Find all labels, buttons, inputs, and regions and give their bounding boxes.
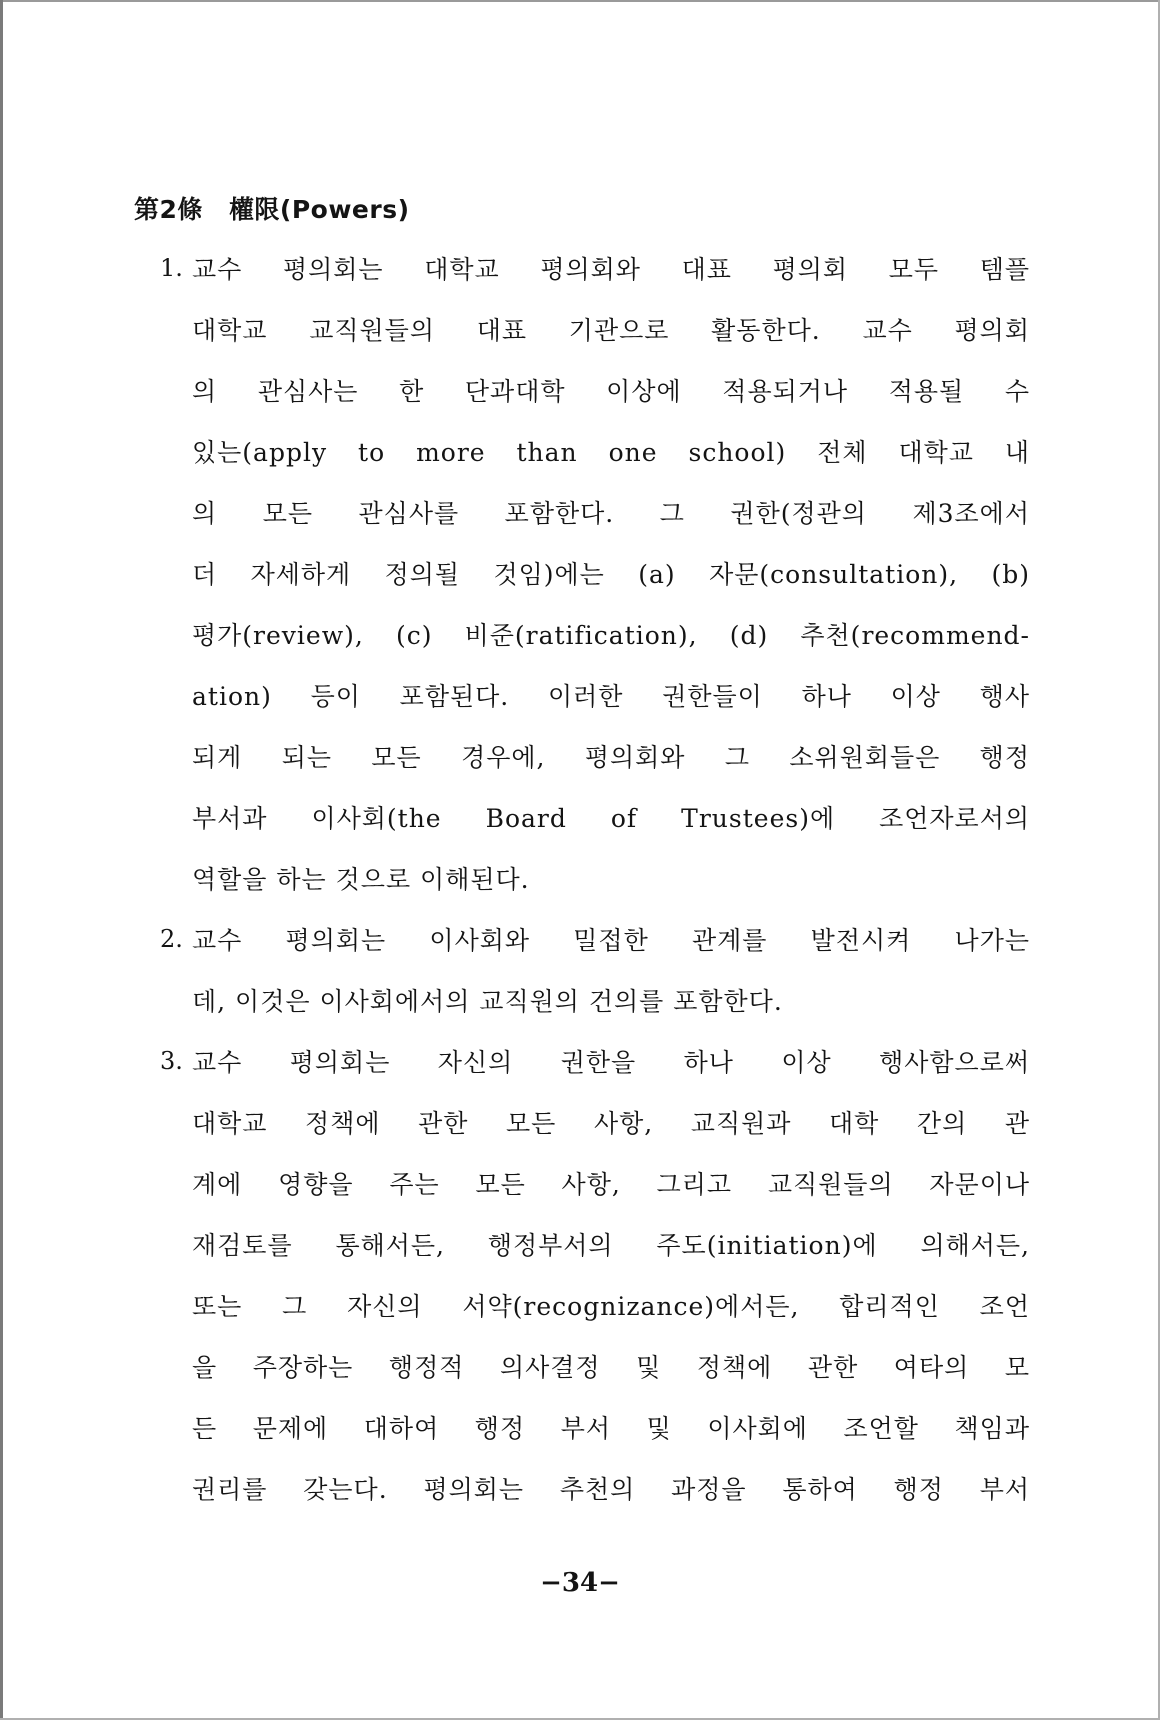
clause-1 — [160, 254, 1030, 925]
text-line: 권리를 갖는다. 평의회는 추천의 과정을 통하여 행정 부서 — [192, 1475, 1030, 1504]
text-line: 대학교 정책에 관한 모든 사항, 교직원과 대학 간의 관 — [192, 1109, 1030, 1138]
clause-2 — [160, 925, 1030, 1047]
text-line: 데, 이것은 이사회에서의 교직원의 건의를 포함한다. — [192, 987, 783, 1016]
text-line: 더 자세하게 정의될 것임)에는 (a) 자문(consultation), (b) — [192, 560, 1030, 589]
page-border-left — [0, 0, 3, 1720]
page-border-top — [0, 0, 1160, 2]
text-line: 의 모든 관심사를 포함한다. 그 권한(정관의 제3조에서 — [192, 499, 1030, 528]
text-line: 교수 평의회는 자신의 권한을 하나 이상 행사함으로써 — [192, 1048, 1030, 1077]
text-line: 계에 영향을 주는 모든 사항, 그리고 교직원들의 자문이나 — [192, 1170, 1030, 1199]
clause-3 — [160, 1047, 1030, 1535]
text-line: 있는(apply to more than one school) 전체 대학교 내 — [192, 438, 1030, 467]
text-line: 되게 되는 모든 경우에, 평의회와 그 소위원회들은 행정 — [192, 743, 1030, 772]
page-number: −34− — [540, 1568, 620, 1598]
article-number: 第2條 — [134, 195, 203, 224]
clause-marker: 3. — [160, 1047, 183, 1075]
text-line: 의 관심사는 한 단과대학 이상에 적용되거나 적용될 수 — [192, 377, 1030, 406]
clause-marker: 2. — [160, 925, 183, 953]
text-line: 또는 그 자신의 서약(recognizance)에서든, 합리적인 조언 — [192, 1292, 1030, 1321]
clause-marker: 1. — [160, 254, 183, 282]
text-line: 재검토를 통해서든, 행정부서의 주도(initiation)에 의해서든, — [192, 1231, 1030, 1260]
text-line: 든 문제에 대하여 행정 부서 및 이사회에 조언할 책임과 — [192, 1414, 1030, 1443]
text-line: 대학교 교직원들의 대표 기관으로 활동한다. 교수 평의회 — [192, 316, 1030, 345]
article-heading — [134, 190, 410, 226]
text-line: ation) 등이 포함된다. 이러한 권한들이 하나 이상 행사 — [192, 682, 1030, 711]
text-line: 평가(review), (c) 비준(ratification), (d) 추천(recommend- — [192, 621, 1030, 650]
text-line: 을 주장하는 행정적 의사결정 및 정책에 관한 여타의 모 — [192, 1353, 1030, 1382]
text-line: 부서과 이사회(the Board of Trustees)에 조언자로서의 — [192, 804, 1030, 833]
text-line: 역할을 하는 것으로 이해된다. — [192, 865, 530, 894]
article-title: 權限(Powers) — [228, 195, 410, 224]
text-line: 교수 평의회는 이사회와 밀접한 관계를 발전시켜 나가는 — [192, 926, 1030, 955]
text-line: 교수 평의회는 대학교 평의회와 대표 평의회 모두 템플 — [192, 255, 1030, 284]
